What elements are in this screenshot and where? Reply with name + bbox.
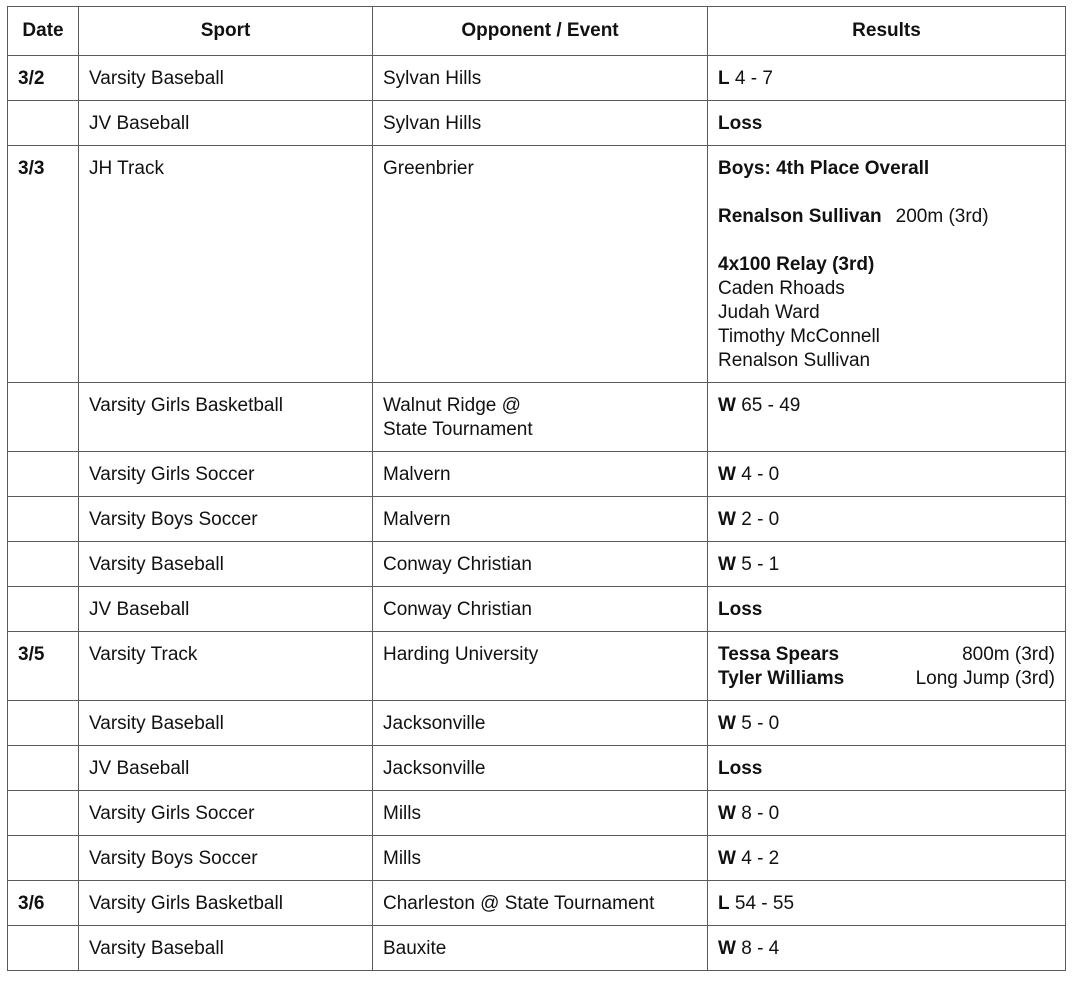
- date-cell: 3/6: [8, 881, 79, 926]
- result-score: 4 - 0: [741, 464, 780, 485]
- athlete-name: Renalson Sullivan: [718, 206, 882, 227]
- result-score: 65 - 49: [741, 395, 801, 416]
- sport-cell: Varsity Baseball: [79, 542, 373, 587]
- result-code: L: [718, 68, 730, 89]
- table-row: [8, 791, 1066, 836]
- opponent-line: Jacksonville: [383, 758, 486, 779]
- result-code: W: [718, 803, 736, 824]
- date-cell: [8, 542, 79, 587]
- relay-member: Judah Ward: [718, 302, 820, 323]
- table-row: [8, 632, 1066, 701]
- opponent-cell: [373, 746, 708, 791]
- date-cell: [8, 746, 79, 791]
- athlete-name: Tessa Spears: [718, 644, 840, 665]
- result-score: 5 - 1: [741, 554, 780, 575]
- opponent-line: Malvern: [383, 509, 451, 530]
- sport-cell: JH Track: [79, 146, 373, 383]
- date-cell: [8, 791, 79, 836]
- result-cell: [708, 587, 1066, 632]
- opponent-cell: [373, 383, 708, 452]
- date-cell: [8, 701, 79, 746]
- athlete-event: 200m (3rd): [895, 206, 989, 227]
- result-cell: [708, 746, 1066, 791]
- sport-cell: Varsity Baseball: [79, 701, 373, 746]
- result-summary: Boys: 4th Place Overall: [718, 158, 930, 179]
- placing-row: [718, 643, 1055, 667]
- relay-member: Renalson Sullivan: [718, 350, 871, 371]
- result-text: Loss: [718, 758, 763, 779]
- result-code: W: [718, 464, 736, 485]
- date-cell: [8, 587, 79, 632]
- result-code: W: [718, 713, 736, 734]
- result-score: 4 - 7: [734, 68, 773, 89]
- opponent-cell: [373, 452, 708, 497]
- result-text: Loss: [718, 599, 763, 620]
- opponent-cell: [373, 587, 708, 632]
- sport-cell: Varsity Girls Soccer: [79, 791, 373, 836]
- table-row: [8, 587, 1066, 632]
- date-cell: 3/3: [8, 146, 79, 383]
- relay-member: Caden Rhoads: [718, 278, 845, 299]
- opponent-line: Mills: [383, 803, 421, 824]
- result-cell: [708, 146, 1066, 383]
- table-row: [8, 881, 1066, 926]
- date-cell: [8, 497, 79, 542]
- sport-cell: JV Baseball: [79, 101, 373, 146]
- sport-cell: Varsity Baseball: [79, 56, 373, 101]
- table-row: [8, 383, 1066, 452]
- result-cell: [708, 791, 1066, 836]
- opponent-cell: [373, 497, 708, 542]
- date-cell: 3/2: [8, 56, 79, 101]
- opponent-cell: [373, 56, 708, 101]
- table-row: [8, 746, 1066, 791]
- opponent-line: State Tournament: [383, 419, 533, 440]
- table-row: [8, 452, 1066, 497]
- opponent-line: Malvern: [383, 464, 451, 485]
- opponent-cell: [373, 101, 708, 146]
- opponent-line: Sylvan Hills: [383, 113, 482, 134]
- header-date: Date: [8, 7, 79, 56]
- sport-cell: JV Baseball: [79, 587, 373, 632]
- sport-cell: Varsity Track: [79, 632, 373, 701]
- opponent-line: Greenbrier: [383, 158, 474, 179]
- result-cell: [708, 836, 1066, 881]
- result-cell: [708, 383, 1066, 452]
- sport-cell: Varsity Girls Basketball: [79, 383, 373, 452]
- result-cell: [708, 452, 1066, 497]
- result-code: L: [718, 893, 730, 914]
- athlete-event: 800m (3rd): [962, 644, 1055, 665]
- opponent-line: Sylvan Hills: [383, 68, 482, 89]
- relay-title: 4x100 Relay (3rd): [718, 254, 875, 275]
- sport-cell: Varsity Boys Soccer: [79, 836, 373, 881]
- date-cell: [8, 383, 79, 452]
- result-code: W: [718, 554, 736, 575]
- opponent-line: Walnut Ridge @: [383, 395, 521, 416]
- date-cell: [8, 836, 79, 881]
- opponent-cell: [373, 791, 708, 836]
- opponent-cell: [373, 632, 708, 701]
- date-cell: 3/5: [8, 632, 79, 701]
- athlete-name: Tyler Williams: [718, 668, 845, 689]
- table-row: [8, 701, 1066, 746]
- relay-member: Timothy McConnell: [718, 326, 880, 347]
- sport-cell: Varsity Girls Soccer: [79, 452, 373, 497]
- result-cell: [708, 542, 1066, 587]
- table-row: [8, 542, 1066, 587]
- opponent-line: Charleston @ State Tournament: [383, 893, 655, 914]
- result-cell: [708, 497, 1066, 542]
- result-cell: [708, 101, 1066, 146]
- sport-cell: JV Baseball: [79, 746, 373, 791]
- opponent-cell: [373, 146, 708, 383]
- table-row: [8, 926, 1066, 971]
- opponent-line: Conway Christian: [383, 599, 532, 620]
- opponent-line: Conway Christian: [383, 554, 532, 575]
- table-row: [8, 497, 1066, 542]
- result-cell: [708, 632, 1066, 701]
- opponent-line: Mills: [383, 848, 421, 869]
- spacer: [718, 181, 1055, 205]
- result-code: W: [718, 509, 736, 530]
- opponent-cell: [373, 836, 708, 881]
- result-code: W: [718, 938, 736, 959]
- date-cell: [8, 452, 79, 497]
- opponent-line: Harding University: [383, 644, 539, 665]
- result-cell: [708, 881, 1066, 926]
- results-table: [7, 6, 1066, 971]
- result-score: 4 - 2: [741, 848, 780, 869]
- opponent-cell: [373, 926, 708, 971]
- opponent-line: Bauxite: [383, 938, 447, 959]
- opponent-cell: [373, 701, 708, 746]
- result-code: W: [718, 395, 736, 416]
- sport-cell: Varsity Girls Basketball: [79, 881, 373, 926]
- table-row: [8, 146, 1066, 383]
- result-score: 2 - 0: [741, 509, 780, 530]
- opponent-cell: [373, 542, 708, 587]
- result-text: Loss: [718, 113, 763, 134]
- date-cell: [8, 926, 79, 971]
- header-results: Results: [708, 7, 1066, 56]
- opponent-line: Jacksonville: [383, 713, 486, 734]
- result-code: W: [718, 848, 736, 869]
- table-row: [8, 836, 1066, 881]
- table-row: [8, 101, 1066, 146]
- spacer: [718, 229, 1055, 253]
- header-row: [8, 7, 1066, 56]
- date-cell: [8, 101, 79, 146]
- sport-cell: Varsity Baseball: [79, 926, 373, 971]
- result-cell: [708, 701, 1066, 746]
- table-row: [8, 56, 1066, 101]
- sport-cell: Varsity Boys Soccer: [79, 497, 373, 542]
- result-cell: [708, 926, 1066, 971]
- result-score: 8 - 4: [741, 938, 780, 959]
- result-individual: [718, 205, 1055, 229]
- table-body: [8, 56, 1066, 971]
- placing-row: [718, 667, 1055, 691]
- opponent-cell: [373, 881, 708, 926]
- header-opponent: Opponent / Event: [373, 7, 708, 56]
- result-score: 8 - 0: [741, 803, 780, 824]
- header-sport: Sport: [79, 7, 373, 56]
- athlete-event: Long Jump (3rd): [915, 668, 1055, 689]
- result-cell: [708, 56, 1066, 101]
- result-score: 54 - 55: [734, 893, 795, 914]
- result-score: 5 - 0: [741, 713, 780, 734]
